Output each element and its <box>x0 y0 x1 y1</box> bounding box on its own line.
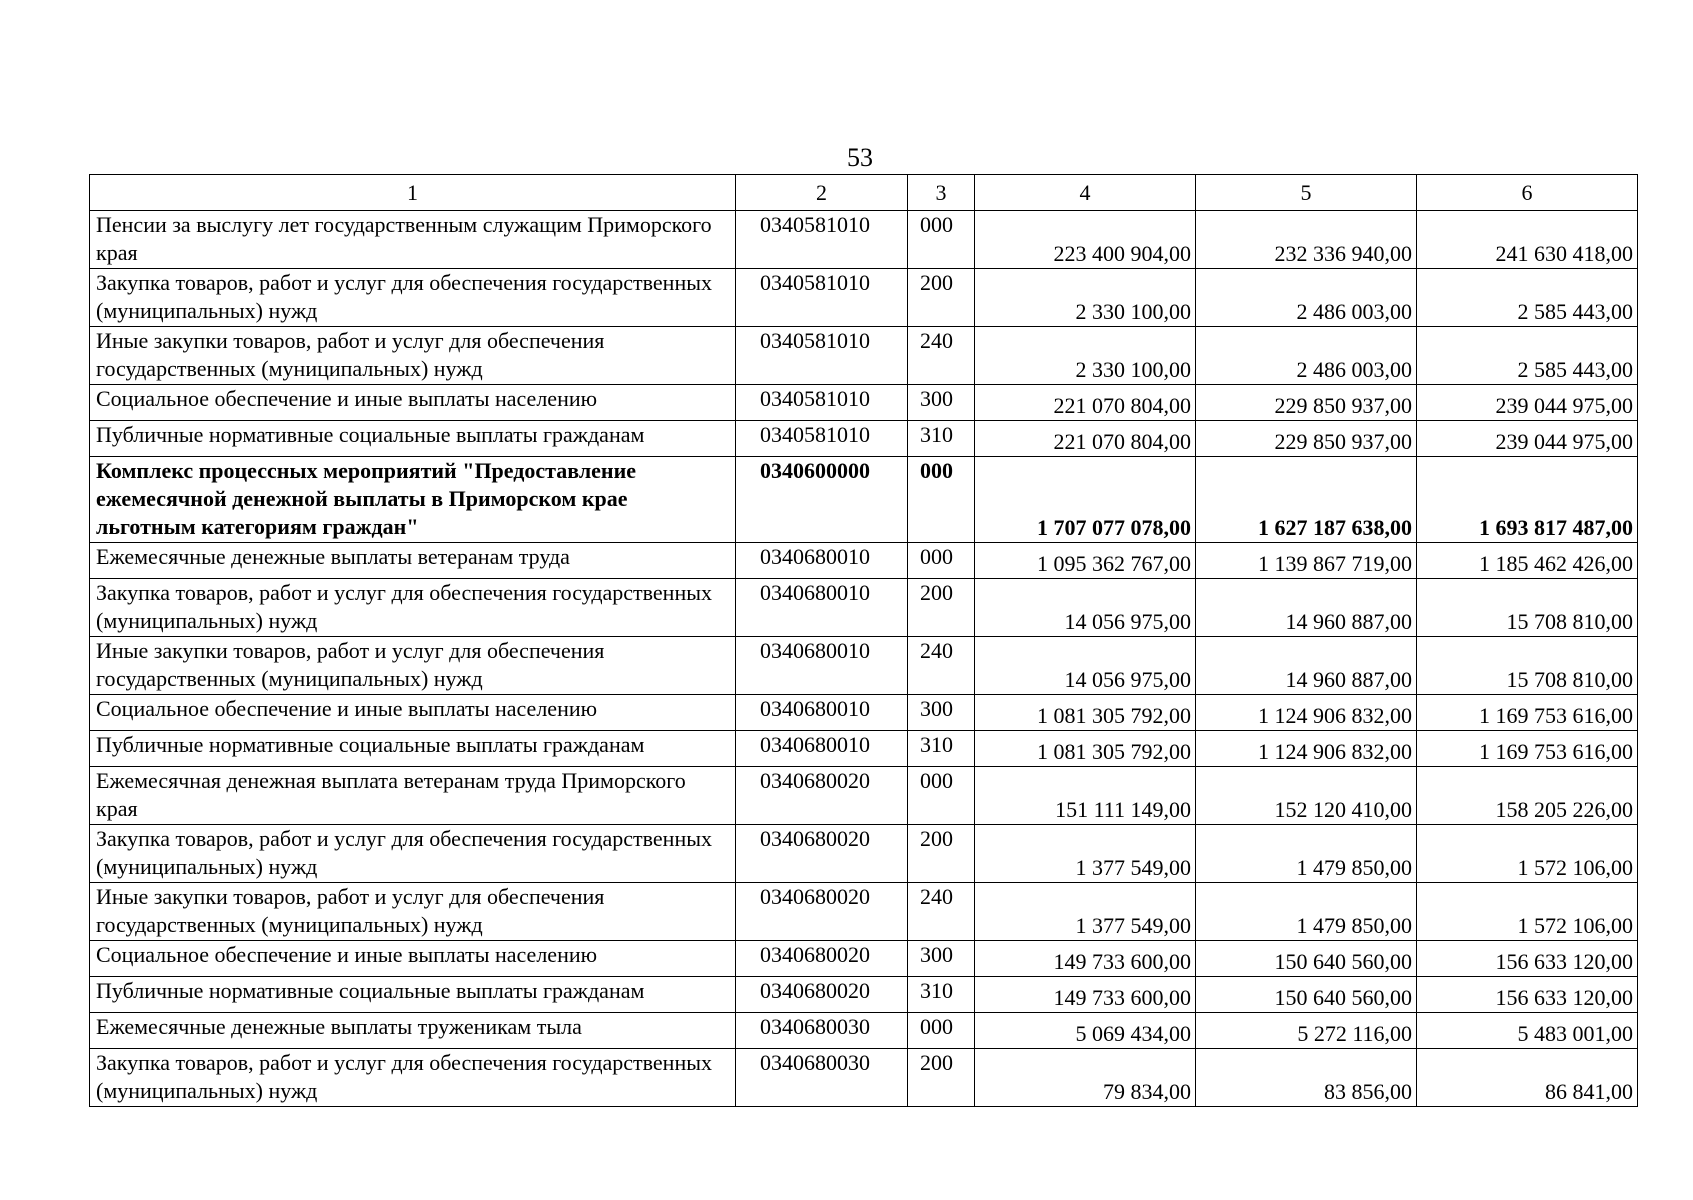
row-value-col5: 150 640 560,00 <box>1196 941 1417 977</box>
row-expense-type: 300 <box>908 695 975 731</box>
row-expense-type: 000 <box>908 457 975 543</box>
table-row <box>90 421 1638 457</box>
row-expense-type: 200 <box>908 825 975 883</box>
row-value-col6: 86 841,00 <box>1417 1049 1638 1107</box>
row-name: Социальное обеспечение и иные выплаты населению <box>90 385 736 421</box>
header-cell-4: 4 <box>975 175 1196 211</box>
row-code: 0340581010 <box>736 327 908 385</box>
row-value-col6: 1 572 106,00 <box>1417 883 1638 941</box>
row-value-col4: 223 400 904,00 <box>975 211 1196 269</box>
row-value-col4: 221 070 804,00 <box>975 421 1196 457</box>
row-expense-type: 000 <box>908 211 975 269</box>
row-value-col6: 239 044 975,00 <box>1417 385 1638 421</box>
row-code: 0340680020 <box>736 825 908 883</box>
table-row <box>90 695 1638 731</box>
row-value-col5: 5 272 116,00 <box>1196 1013 1417 1049</box>
row-expense-type: 240 <box>908 883 975 941</box>
header-row <box>90 175 1638 211</box>
row-name: Публичные нормативные социальные выплаты гражданам <box>90 977 736 1013</box>
row-code: 0340600000 <box>736 457 908 543</box>
row-expense-type: 300 <box>908 941 975 977</box>
row-expense-type: 000 <box>908 1013 975 1049</box>
row-value-col5: 1 124 906 832,00 <box>1196 695 1417 731</box>
row-value-col6: 241 630 418,00 <box>1417 211 1638 269</box>
row-value-col5: 229 850 937,00 <box>1196 421 1417 457</box>
page-number: 53 <box>847 143 873 172</box>
row-value-col6: 1 693 817 487,00 <box>1417 457 1638 543</box>
table-row <box>90 211 1638 269</box>
row-value-col6: 239 044 975,00 <box>1417 421 1638 457</box>
row-expense-type: 240 <box>908 637 975 695</box>
table-row <box>90 731 1638 767</box>
header-cell-3: 3 <box>908 175 975 211</box>
row-value-col5: 152 120 410,00 <box>1196 767 1417 825</box>
row-value-col4: 149 733 600,00 <box>975 977 1196 1013</box>
row-value-col5: 2 486 003,00 <box>1196 269 1417 327</box>
row-value-col4: 1 095 362 767,00 <box>975 543 1196 579</box>
row-value-col4: 1 377 549,00 <box>975 883 1196 941</box>
row-code: 0340680010 <box>736 579 908 637</box>
row-expense-type: 310 <box>908 421 975 457</box>
table-row <box>90 637 1638 695</box>
row-name: Ежемесячные денежные выплаты труженикам тыла <box>90 1013 736 1049</box>
row-name: Комплекс процессных мероприятий "Предоставление ежемесячной денежной выплаты в Приморском крае льготным категориям граждан" <box>90 457 736 543</box>
row-code: 0340680010 <box>736 731 908 767</box>
row-expense-type: 200 <box>908 1049 975 1107</box>
row-name: Иные закупки товаров, работ и услуг для обеспечения государственных (муниципальных) нужд <box>90 883 736 941</box>
row-value-col4: 151 111 149,00 <box>975 767 1196 825</box>
row-value-col5: 1 139 867 719,00 <box>1196 543 1417 579</box>
row-value-col6: 15 708 810,00 <box>1417 579 1638 637</box>
row-value-col4: 79 834,00 <box>975 1049 1196 1107</box>
row-value-col4: 2 330 100,00 <box>975 327 1196 385</box>
table-row <box>90 767 1638 825</box>
row-name: Иные закупки товаров, работ и услуг для обеспечения государственных (муниципальных) нужд <box>90 327 736 385</box>
row-expense-type: 300 <box>908 385 975 421</box>
row-value-col5: 1 124 906 832,00 <box>1196 731 1417 767</box>
row-code: 0340581010 <box>736 421 908 457</box>
row-value-col6: 156 633 120,00 <box>1417 941 1638 977</box>
table-row <box>90 883 1638 941</box>
row-code: 0340581010 <box>736 211 908 269</box>
table-row <box>90 1013 1638 1049</box>
row-value-col6: 156 633 120,00 <box>1417 977 1638 1013</box>
row-value-col6: 5 483 001,00 <box>1417 1013 1638 1049</box>
table-row <box>90 825 1638 883</box>
row-name: Ежемесячная денежная выплата ветеранам труда Приморского края <box>90 767 736 825</box>
row-value-col4: 1 081 305 792,00 <box>975 695 1196 731</box>
row-expense-type: 310 <box>908 731 975 767</box>
row-name: Социальное обеспечение и иные выплаты населению <box>90 941 736 977</box>
row-name: Иные закупки товаров, работ и услуг для обеспечения государственных (муниципальных) нужд <box>90 637 736 695</box>
row-value-col4: 221 070 804,00 <box>975 385 1196 421</box>
row-code: 0340680030 <box>736 1049 908 1107</box>
row-value-col4: 2 330 100,00 <box>975 269 1196 327</box>
row-code: 0340680010 <box>736 695 908 731</box>
row-code: 0340680010 <box>736 543 908 579</box>
table-row <box>90 385 1638 421</box>
row-value-col5: 150 640 560,00 <box>1196 977 1417 1013</box>
row-expense-type: 200 <box>908 269 975 327</box>
row-value-col5: 1 479 850,00 <box>1196 825 1417 883</box>
row-value-col5: 232 336 940,00 <box>1196 211 1417 269</box>
row-code: 0340680030 <box>736 1013 908 1049</box>
row-name: Пенсии за выслугу лет государственным служащим Приморского края <box>90 211 736 269</box>
row-value-col6: 1 185 462 426,00 <box>1417 543 1638 579</box>
row-value-col6: 2 585 443,00 <box>1417 327 1638 385</box>
row-name: Ежемесячные денежные выплаты ветеранам труда <box>90 543 736 579</box>
row-expense-type: 200 <box>908 579 975 637</box>
row-value-col5: 2 486 003,00 <box>1196 327 1417 385</box>
row-value-col4: 14 056 975,00 <box>975 637 1196 695</box>
table-row <box>90 269 1638 327</box>
row-code: 0340680020 <box>736 977 908 1013</box>
row-code: 0340581010 <box>736 269 908 327</box>
row-name: Закупка товаров, работ и услуг для обеспечения государственных (муниципальных) нужд <box>90 579 736 637</box>
budget-table <box>89 174 1638 1107</box>
table-row <box>90 579 1638 637</box>
row-value-col5: 14 960 887,00 <box>1196 637 1417 695</box>
row-value-col6: 158 205 226,00 <box>1417 767 1638 825</box>
row-name: Закупка товаров, работ и услуг для обеспечения государственных (муниципальных) нужд <box>90 1049 736 1107</box>
row-value-col6: 1 572 106,00 <box>1417 825 1638 883</box>
row-expense-type: 310 <box>908 977 975 1013</box>
row-name: Социальное обеспечение и иные выплаты населению <box>90 695 736 731</box>
table-row <box>90 457 1638 543</box>
row-value-col4: 1 081 305 792,00 <box>975 731 1196 767</box>
table-row <box>90 543 1638 579</box>
header-cell-2: 2 <box>736 175 908 211</box>
row-value-col6: 1 169 753 616,00 <box>1417 731 1638 767</box>
table-row <box>90 977 1638 1013</box>
row-code: 0340680010 <box>736 637 908 695</box>
table-row <box>90 1049 1638 1107</box>
table-row <box>90 941 1638 977</box>
header-cell-5: 5 <box>1196 175 1417 211</box>
row-value-col5: 83 856,00 <box>1196 1049 1417 1107</box>
row-value-col5: 14 960 887,00 <box>1196 579 1417 637</box>
row-expense-type: 000 <box>908 767 975 825</box>
row-value-col5: 1 479 850,00 <box>1196 883 1417 941</box>
row-expense-type: 240 <box>908 327 975 385</box>
row-value-col4: 5 069 434,00 <box>975 1013 1196 1049</box>
row-expense-type: 000 <box>908 543 975 579</box>
header-cell-6: 6 <box>1417 175 1638 211</box>
row-value-col4: 14 056 975,00 <box>975 579 1196 637</box>
row-value-col5: 229 850 937,00 <box>1196 385 1417 421</box>
row-code: 0340680020 <box>736 883 908 941</box>
row-value-col6: 1 169 753 616,00 <box>1417 695 1638 731</box>
row-value-col4: 1 707 077 078,00 <box>975 457 1196 543</box>
row-name: Публичные нормативные социальные выплаты гражданам <box>90 421 736 457</box>
row-name: Закупка товаров, работ и услуг для обеспечения государственных (муниципальных) нужд <box>90 825 736 883</box>
table-row <box>90 327 1638 385</box>
row-value-col6: 15 708 810,00 <box>1417 637 1638 695</box>
row-value-col5: 1 627 187 638,00 <box>1196 457 1417 543</box>
row-code: 0340581010 <box>736 385 908 421</box>
budget-table-body <box>90 175 1638 1107</box>
row-value-col6: 2 585 443,00 <box>1417 269 1638 327</box>
row-name: Публичные нормативные социальные выплаты гражданам <box>90 731 736 767</box>
row-code: 0340680020 <box>736 941 908 977</box>
row-value-col4: 149 733 600,00 <box>975 941 1196 977</box>
row-name: Закупка товаров, работ и услуг для обеспечения государственных (муниципальных) нужд <box>90 269 736 327</box>
row-code: 0340680020 <box>736 767 908 825</box>
header-cell-1: 1 <box>90 175 736 211</box>
row-value-col4: 1 377 549,00 <box>975 825 1196 883</box>
